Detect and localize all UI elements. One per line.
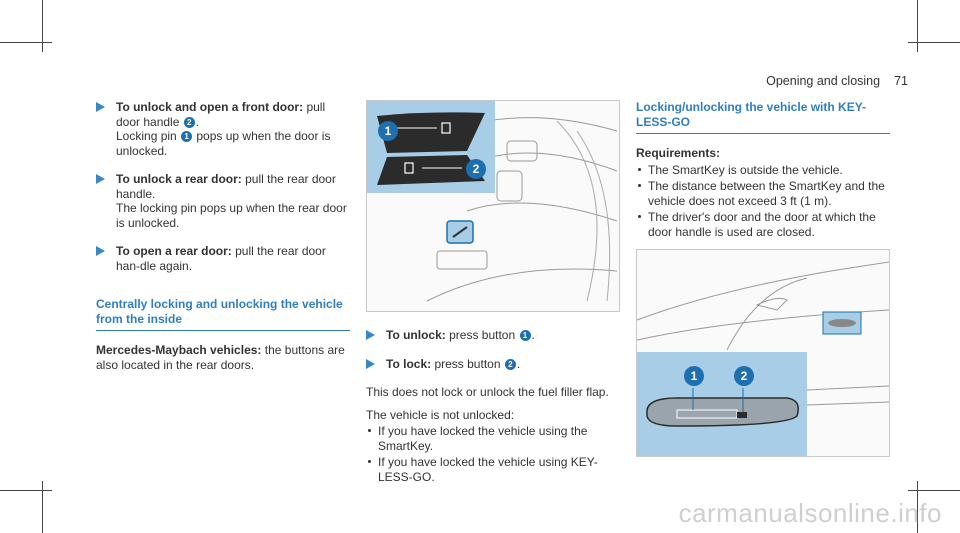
step-text: . bbox=[195, 114, 200, 129]
step-label: To unlock a rear door: bbox=[116, 172, 242, 186]
figure-callout-1: 1 bbox=[684, 366, 704, 386]
para-text: the buttons are also located in the rear doors. bbox=[96, 343, 345, 372]
callout-badge: 1 bbox=[520, 330, 531, 341]
list-item: If you have locked the vehicle using KEY-LESS-GO. bbox=[366, 455, 620, 484]
step-text: press button bbox=[445, 328, 519, 342]
step-text: The locking pin pops up when the rear door is unlocked. bbox=[116, 201, 347, 230]
instruction-step bbox=[96, 244, 350, 273]
arrow-icon bbox=[96, 246, 105, 256]
arrow-icon bbox=[96, 102, 105, 112]
step-text: press button bbox=[431, 356, 504, 371]
bullet-list bbox=[636, 163, 890, 240]
bullet-list bbox=[366, 424, 620, 484]
callout-badge: 1 bbox=[181, 131, 192, 142]
door-handle-drawing bbox=[637, 250, 889, 456]
column-3 bbox=[636, 100, 890, 457]
callout-badge: 2 bbox=[184, 117, 195, 128]
step-text: pops up when the door is unlocked. bbox=[116, 129, 331, 158]
section-heading: Locking/unlocking the vehicle with KEY-LESS-GO bbox=[636, 100, 890, 134]
figure-callout-1: 1 bbox=[378, 121, 398, 141]
paragraph bbox=[96, 343, 350, 372]
watermark: carmanualsonline.info bbox=[678, 498, 942, 528]
door-panel-illustration bbox=[366, 100, 620, 312]
page-number: 71 bbox=[894, 74, 908, 88]
paragraph: This does not lock or unlock the fuel filler flap. bbox=[366, 385, 609, 399]
crop-mark bbox=[0, 42, 52, 43]
step-text: Locking pin bbox=[116, 129, 181, 143]
step-label: To unlock: bbox=[386, 328, 446, 342]
step-label: To lock: bbox=[386, 356, 432, 371]
instruction-step bbox=[96, 172, 350, 230]
crop-mark bbox=[42, 481, 43, 533]
requirements-label: Requirements: bbox=[636, 146, 721, 160]
instruction-step: To unlock: press button 1 . bbox=[366, 328, 620, 343]
step-text: pull the rear door han-dle again. bbox=[116, 244, 326, 273]
instruction-step: To lock: press button 2 . bbox=[366, 357, 620, 372]
arrow-icon bbox=[96, 174, 105, 184]
crop-mark bbox=[908, 42, 960, 43]
page-header bbox=[766, 74, 908, 88]
paragraph: The vehicle is not unlocked: bbox=[366, 407, 515, 422]
arrow-icon bbox=[366, 359, 375, 369]
section-heading: Centrally locking and unlocking the vehicle from the inside bbox=[96, 297, 350, 331]
section-title: Opening and closing bbox=[766, 74, 881, 88]
list-item: The distance between the SmartKey and the vehicle does not exceed 3 ft (1 m). bbox=[636, 179, 890, 208]
door-handle-illustration bbox=[636, 249, 890, 457]
column-1 bbox=[96, 100, 350, 380]
step-text: pull the rear door handle. bbox=[116, 172, 336, 201]
crop-mark bbox=[42, 0, 43, 52]
figure-callout-2: 2 bbox=[466, 159, 486, 179]
step-text: pull door handle bbox=[116, 100, 326, 129]
list-item: If you have locked the vehicle using the SmartKey. bbox=[366, 424, 620, 453]
instruction-step bbox=[96, 100, 350, 158]
list-item: The SmartKey is outside the vehicle. bbox=[636, 163, 890, 178]
crop-mark bbox=[0, 490, 52, 491]
callout-badge: 2 bbox=[505, 359, 516, 370]
crop-mark bbox=[908, 490, 960, 491]
figure-callout-2: 2 bbox=[734, 366, 754, 386]
step-label: To unlock and open a front door: bbox=[116, 100, 304, 114]
arrow-icon bbox=[366, 330, 375, 340]
para-label: Mercedes-Maybach vehicles: bbox=[96, 343, 262, 357]
column-2 bbox=[366, 100, 620, 492]
list-item: The driver's door and the door at which the door handle is used are closed. bbox=[636, 210, 890, 239]
step-label: To open a rear door: bbox=[116, 244, 232, 258]
crop-mark bbox=[917, 0, 918, 52]
door-panel-drawing bbox=[367, 101, 619, 311]
